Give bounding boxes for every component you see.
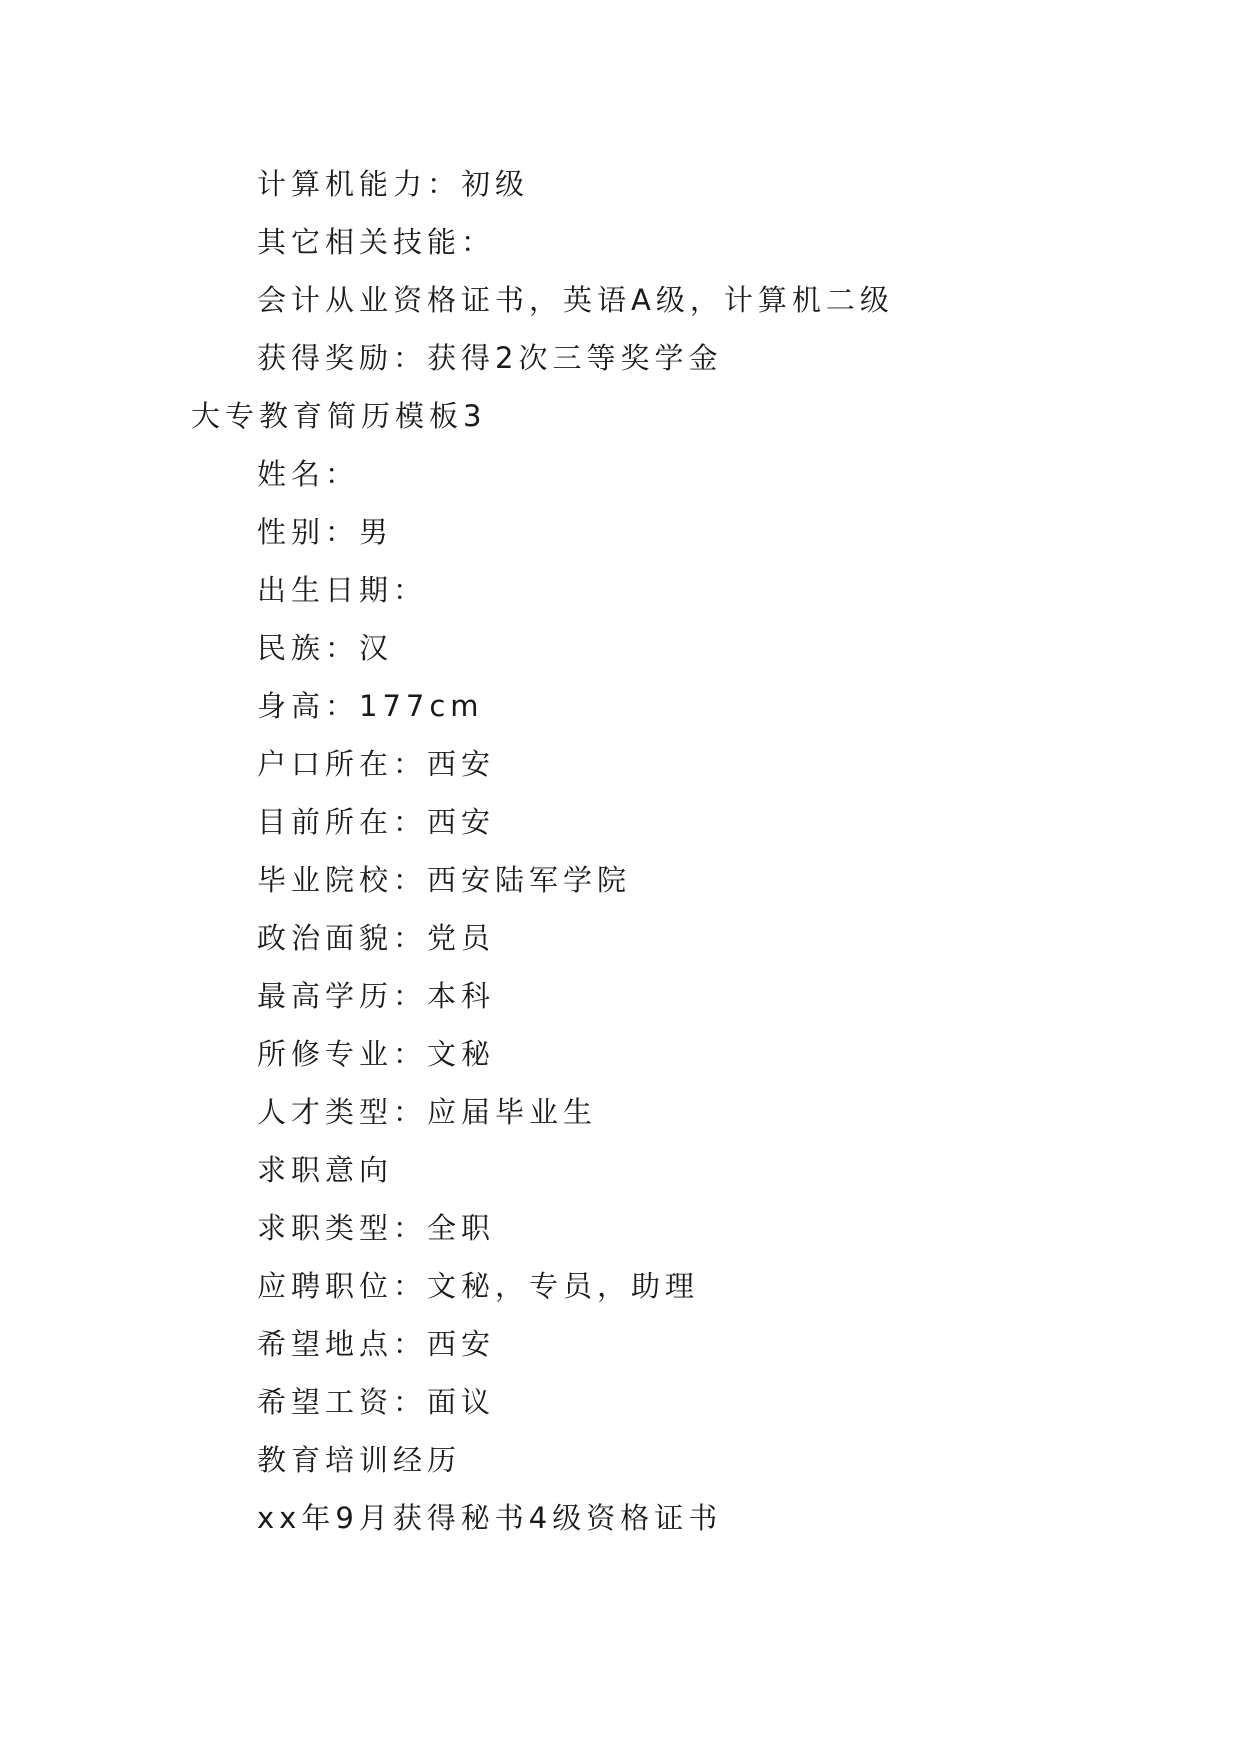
text-line: 户口所在：西安 — [257, 747, 496, 781]
text-line: 所修专业：文秘 — [257, 1037, 496, 1071]
text-line: 姓名： — [257, 457, 360, 491]
text-line: 其它相关技能： — [257, 225, 496, 259]
text-line: 会计从业资格证书，英语A级，计算机二级 — [257, 283, 894, 317]
text-line: 身高：177cm — [257, 689, 484, 723]
text-line: xx年9月获得秘书4级资格证书 — [257, 1501, 723, 1535]
text-line: 应聘职位：文秘，专员，助理 — [257, 1269, 700, 1303]
text-line: 求职意向 — [257, 1153, 394, 1187]
text-line: 获得奖励：获得2次三等奖学金 — [257, 341, 723, 375]
text-line: 政治面貌：党员 — [257, 921, 496, 955]
text-line: 求职类型：全职 — [257, 1211, 496, 1245]
text-line: 计算机能力：初级 — [257, 167, 530, 201]
text-line: 教育培训经历 — [257, 1443, 462, 1477]
text-line: 人才类型：应届毕业生 — [257, 1095, 598, 1129]
section-heading: 大专教育简历模板3 — [191, 399, 487, 433]
text-line: 目前所在：西安 — [257, 805, 496, 839]
text-line: 希望工资：面议 — [257, 1385, 496, 1419]
text-line: 性别：男 — [257, 515, 394, 549]
text-line: 毕业院校：西安陆军学院 — [257, 863, 632, 897]
text-line: 最高学历：本科 — [257, 979, 496, 1013]
text-line: 出生日期： — [257, 573, 428, 607]
text-line: 希望地点：西安 — [257, 1327, 496, 1361]
text-line: 民族：汉 — [257, 631, 394, 665]
